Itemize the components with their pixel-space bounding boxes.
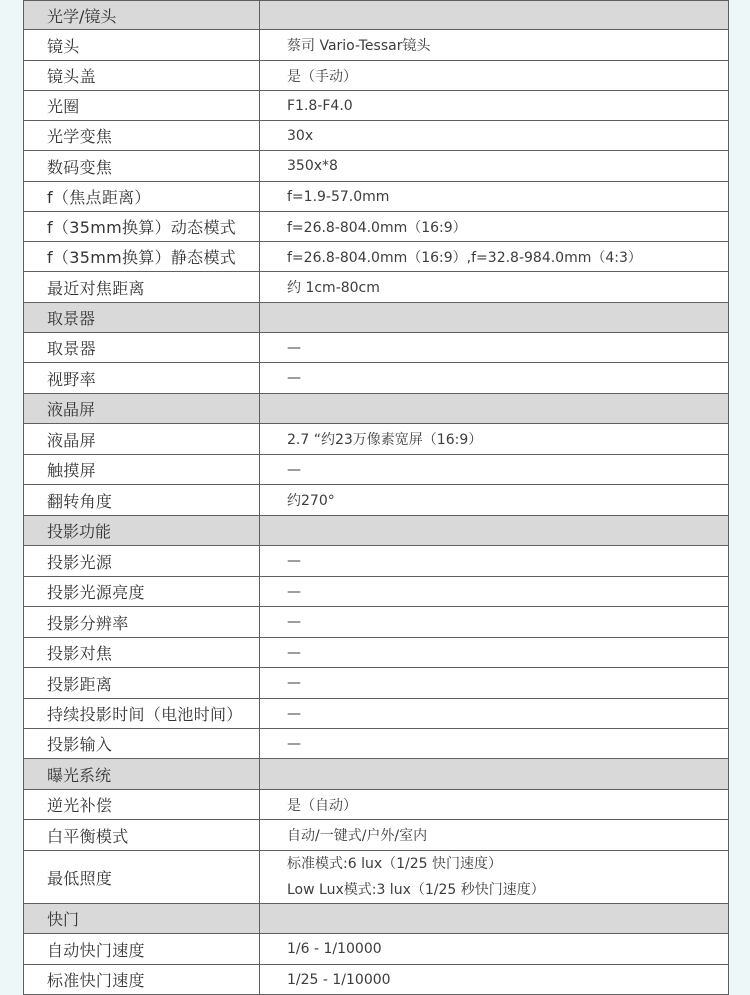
section-empty-cell bbox=[260, 759, 729, 790]
spec-label: 自动快门速度 bbox=[24, 934, 260, 965]
spec-value: 350x*8 bbox=[260, 151, 729, 182]
spec-row bbox=[24, 965, 729, 995]
spec-label: 持续投影时间（电池时间） bbox=[24, 699, 260, 729]
spec-label: 数码变焦 bbox=[24, 151, 260, 182]
spec-value: F1.8-F4.0 bbox=[260, 91, 729, 121]
section-title: 快门 bbox=[24, 904, 260, 934]
spec-value: 2.7 “约23万像素宽屏（16:9） bbox=[260, 424, 729, 455]
spec-value-line: Low Lux模式:3 lux（1/25 秒快门速度） bbox=[287, 882, 545, 898]
spec-value: f=26.8-804.0mm（16:9）,f=32.8-984.0mm（4:3） bbox=[260, 242, 729, 272]
spec-row bbox=[24, 242, 729, 272]
spec-label: f（35mm换算）动态模式 bbox=[24, 212, 260, 242]
spec-row bbox=[24, 820, 729, 851]
spec-row bbox=[24, 790, 729, 820]
spec-label: 液晶屏 bbox=[24, 424, 260, 455]
spec-value-multiline bbox=[260, 851, 729, 904]
spec-value: — bbox=[260, 638, 729, 668]
spec-value: f=1.9-57.0mm bbox=[260, 182, 729, 212]
section-title: 光学/镜头 bbox=[24, 1, 260, 30]
spec-label: 白平衡模式 bbox=[24, 820, 260, 851]
spec-row bbox=[24, 455, 729, 485]
spec-label: 投影光源 bbox=[24, 546, 260, 577]
spec-value: — bbox=[260, 668, 729, 699]
spec-label: 翻转角度 bbox=[24, 485, 260, 516]
spec-label: 光学变焦 bbox=[24, 121, 260, 151]
spec-label: 最近对焦距离 bbox=[24, 272, 260, 303]
spec-value: — bbox=[260, 363, 729, 394]
section-title: 投影功能 bbox=[24, 516, 260, 546]
spec-value: — bbox=[260, 333, 729, 363]
section-empty-cell bbox=[260, 516, 729, 546]
spec-row bbox=[24, 699, 729, 729]
spec-row bbox=[24, 668, 729, 699]
spec-value: 约270° bbox=[260, 485, 729, 516]
spec-row bbox=[24, 934, 729, 965]
spec-value: 1/25 - 1/10000 bbox=[260, 965, 729, 995]
spec-row bbox=[24, 30, 729, 61]
spec-value: 蔡司 Vario-Tessar镜头 bbox=[260, 30, 729, 61]
spec-row bbox=[24, 212, 729, 242]
spec-table bbox=[23, 0, 729, 995]
spec-row bbox=[24, 577, 729, 607]
spec-value: 1/6 - 1/10000 bbox=[260, 934, 729, 965]
spec-value: 自动/一键式/户外/室内 bbox=[260, 820, 729, 851]
section-empty-cell bbox=[260, 1, 729, 30]
spec-value: f=26.8-804.0mm（16:9） bbox=[260, 212, 729, 242]
spec-row bbox=[24, 485, 729, 516]
spec-value: 30x bbox=[260, 121, 729, 151]
spec-label: 投影分辨率 bbox=[24, 607, 260, 638]
spec-row bbox=[24, 851, 729, 904]
spec-row bbox=[24, 61, 729, 91]
spec-row bbox=[24, 333, 729, 363]
spec-row bbox=[24, 91, 729, 121]
section-empty-cell bbox=[260, 904, 729, 934]
spec-label: 镜头盖 bbox=[24, 61, 260, 91]
spec-row bbox=[24, 424, 729, 455]
section-header-row bbox=[24, 904, 729, 934]
spec-row bbox=[24, 182, 729, 212]
spec-row bbox=[24, 121, 729, 151]
section-header-row bbox=[24, 303, 729, 333]
spec-row bbox=[24, 151, 729, 182]
spec-label: 镜头 bbox=[24, 30, 260, 61]
section-header-row bbox=[24, 516, 729, 546]
spec-value: 约 1cm-80cm bbox=[260, 272, 729, 303]
spec-row bbox=[24, 363, 729, 394]
spec-label: f（焦点距离） bbox=[24, 182, 260, 212]
spec-value: 是（自动） bbox=[260, 790, 729, 820]
spec-value: — bbox=[260, 729, 729, 759]
spec-value-line: 标准模式:6 lux（1/25 快门速度） bbox=[287, 856, 503, 872]
spec-label: 投影对焦 bbox=[24, 638, 260, 668]
section-empty-cell bbox=[260, 303, 729, 333]
spec-value: — bbox=[260, 699, 729, 729]
spec-value: — bbox=[260, 577, 729, 607]
section-title: 取景器 bbox=[24, 303, 260, 333]
spec-row bbox=[24, 729, 729, 759]
section-title: 曝光系统 bbox=[24, 759, 260, 790]
spec-label: 最低照度 bbox=[24, 851, 260, 904]
spec-label: f（35mm换算）静态模式 bbox=[24, 242, 260, 272]
spec-value: — bbox=[260, 546, 729, 577]
spec-label: 视野率 bbox=[24, 363, 260, 394]
spec-label: 投影光源亮度 bbox=[24, 577, 260, 607]
spec-row bbox=[24, 638, 729, 668]
spec-label: 投影距离 bbox=[24, 668, 260, 699]
spec-row bbox=[24, 607, 729, 638]
section-title: 液晶屏 bbox=[24, 394, 260, 424]
spec-label: 取景器 bbox=[24, 333, 260, 363]
spec-label: 触摸屏 bbox=[24, 455, 260, 485]
section-header-row bbox=[24, 1, 729, 30]
spec-value: 是（手动） bbox=[260, 61, 729, 91]
spec-table-body bbox=[24, 1, 729, 995]
spec-value: — bbox=[260, 455, 729, 485]
section-empty-cell bbox=[260, 394, 729, 424]
spec-value: — bbox=[260, 607, 729, 638]
spec-label: 标准快门速度 bbox=[24, 965, 260, 995]
spec-row bbox=[24, 546, 729, 577]
spec-row bbox=[24, 272, 729, 303]
section-header-row bbox=[24, 394, 729, 424]
spec-label: 光圈 bbox=[24, 91, 260, 121]
spec-label: 逆光补偿 bbox=[24, 790, 260, 820]
spec-label: 投影输入 bbox=[24, 729, 260, 759]
section-header-row bbox=[24, 759, 729, 790]
